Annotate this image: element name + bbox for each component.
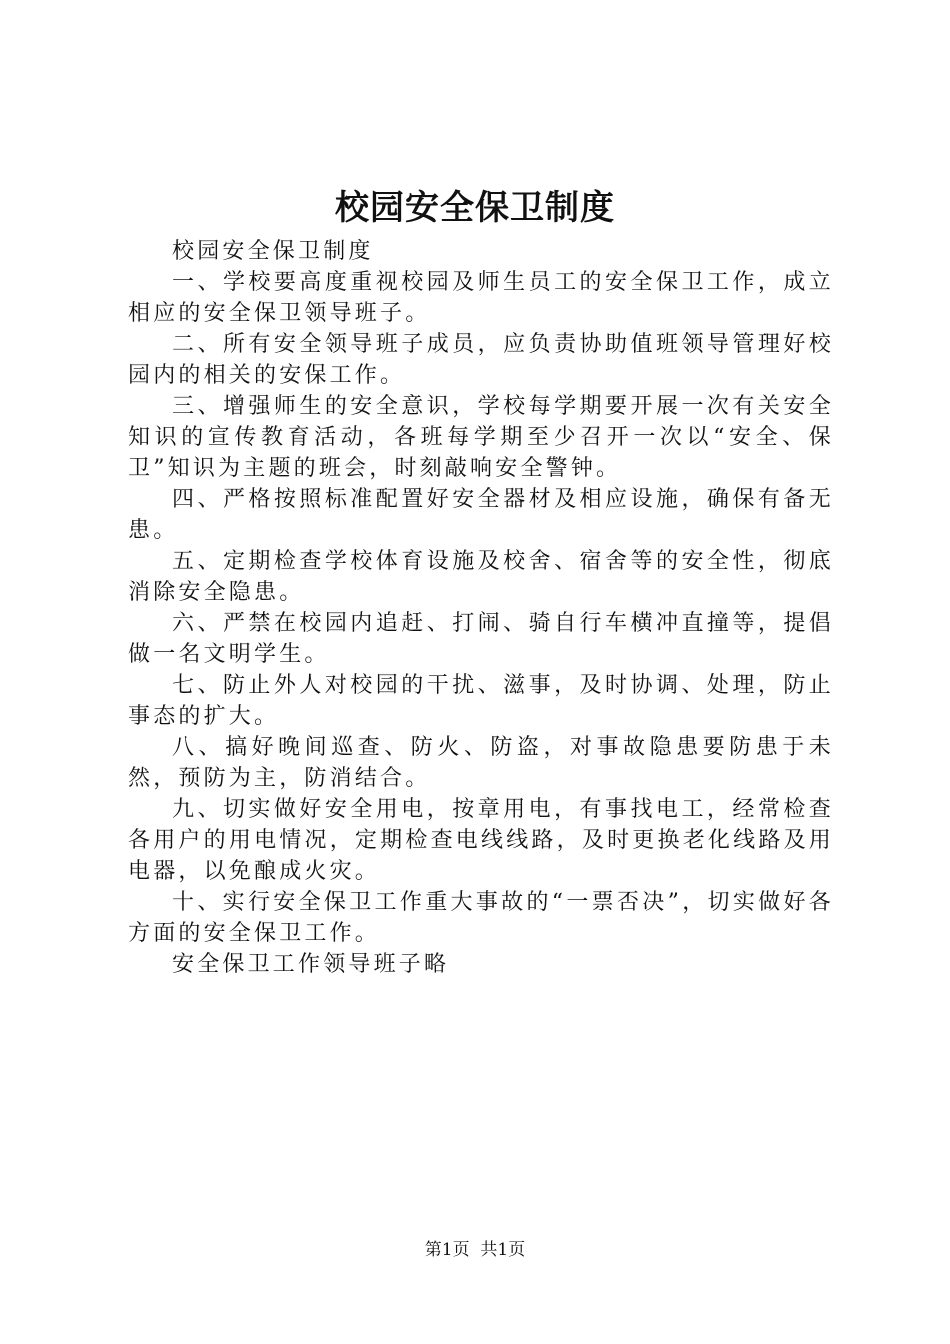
paragraph-item-9: 九、切实做好安全用电，按章用电，有事找电工，经常检查各用户的用电情况，定期检查电线线路，及时更换老化线路及用电器，以免酿成火灾。 [128,797,834,884]
paragraph-item-5: 五、定期检查学校体育设施及校舍、宿舍等的安全性，彻底消除安全隐患。 [128,549,834,605]
document-title: 校园安全保卫制度 [335,188,615,228]
paragraph-item-6: 六、严禁在校园内追赶、打闹、骑自行车横冲直撞等，提倡做一名文明学生。 [128,611,834,667]
page-number: 第1页 共1页 [424,1240,526,1260]
document-body [128,236,834,980]
paragraph-item-10: 十、实行安全保卫工作重大事故的“一票否决”，切实做好各方面的安全保卫工作。 [128,890,834,946]
paragraph-item-7: 七、防止外人对校园的干扰、滋事，及时协调、处理，防止事态的扩大。 [128,673,834,729]
paragraph-closing: 安全保卫工作领导班子略 [172,952,450,977]
paragraph-heading: 校园安全保卫制度 [172,239,374,264]
paragraph-item-3: 三、增强师生的安全意识，学校每学期要开展一次有关安全知识的宣传教育活动，各班每学期至少召开一次以“安全、保卫”知识为主题的班会，时刻敲响安全警钟。 [128,394,834,481]
paragraph-item-2: 二、所有安全领导班子成员，应负责协助值班领导管理好校园内的相关的安保工作。 [128,332,834,388]
paragraph-item-4: 四、严格按照标准配置好安全器材及相应设施，确保有备无患。 [128,487,834,543]
paragraph-item-8: 八、搞好晚间巡查、防火、防盗，对事故隐患要防患于未然，预防为主，防消结合。 [128,735,834,791]
page-footer [0,1238,950,1262]
paragraph-item-1: 一、学校要高度重视校园及师生员工的安全保卫工作，成立相应的安全保卫领导班子。 [128,270,834,326]
